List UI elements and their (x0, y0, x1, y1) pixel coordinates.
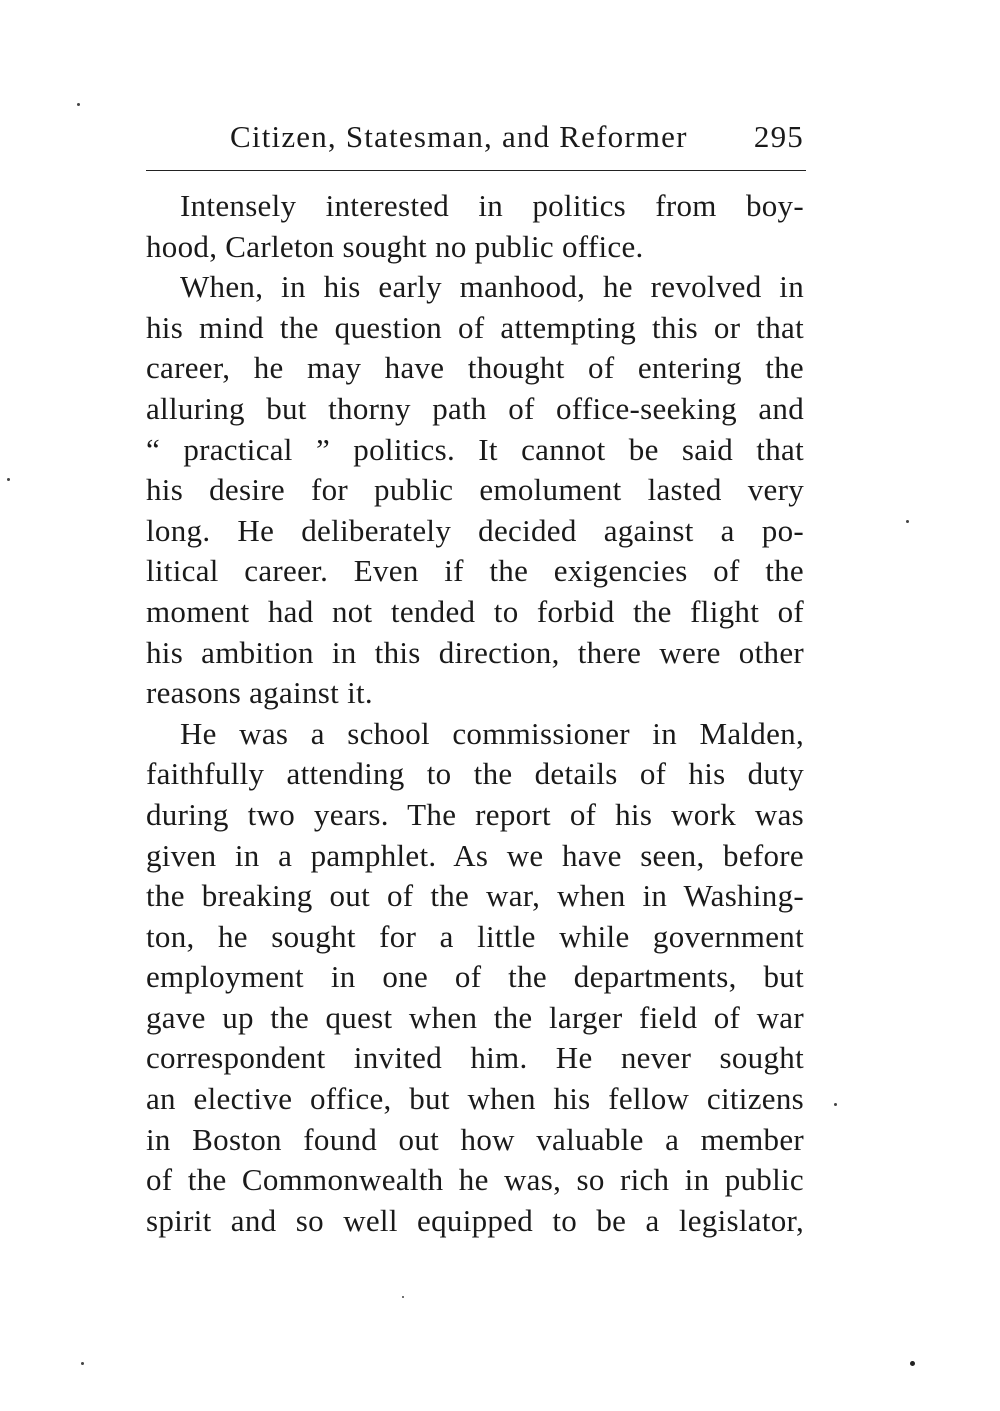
scan-speck (77, 103, 80, 106)
text-line: an elective office, but when his fellow citizens (146, 1081, 804, 1117)
scan-speck (906, 520, 909, 523)
text-line: reasons against it. (146, 675, 373, 711)
scan-speck (834, 1103, 837, 1106)
text-line: his desire for public emolument lasted very (146, 472, 804, 508)
text-line: given in a pamphlet. As we have seen, before (146, 837, 804, 873)
text-line: correspondent invited him. He never sought (146, 1040, 804, 1076)
text-line: in Boston found out how valuable a member (146, 1121, 804, 1157)
text-line: hood, Carleton sought no public office. (146, 228, 644, 264)
text-line: faithfully attending to the details of his duty (146, 756, 804, 792)
paragraph (146, 714, 804, 1242)
text-line: of the Commonwealth he was, so rich in public (146, 1162, 804, 1198)
page-number: 295 (753, 119, 804, 154)
paragraph (146, 186, 804, 267)
text-line: Intensely interested in politics from boy- (180, 188, 804, 223)
text-line: gave up the quest when the larger field of war (146, 999, 804, 1035)
paragraph (146, 267, 804, 714)
header-rule (146, 170, 806, 171)
running-head-title: Citizen, Statesman, and Reformer (230, 119, 688, 154)
text-line: alluring but thorny path of office-seeking and (146, 390, 804, 426)
scan-speck (910, 1361, 915, 1366)
text-line: ton, he sought for a little while government (146, 918, 804, 954)
text-line: during two years. The report of his work was (146, 796, 804, 832)
text-line: his ambition in this direction, there were other (146, 634, 804, 670)
text-line: When, in his early manhood, he revolved in (180, 269, 804, 305)
text-line: employment in one of the departments, but (146, 959, 804, 995)
text-line: “ practical ” politics. It cannot be said that (146, 431, 804, 467)
text-line: long. He deliberately decided against a po- (146, 512, 804, 548)
text-line: his mind the question of attempting this or that (146, 309, 804, 345)
text-line: spirit and so well equipped to be a legislator, (146, 1202, 804, 1238)
text-line: career, he may have thought of entering the (146, 350, 804, 386)
text-line: He was a school commissioner in Malden, (180, 715, 804, 751)
text-line: moment had not tended to forbid the flight of (146, 593, 804, 629)
text-line: the breaking out of the war, when in Washing- (146, 878, 804, 914)
scan-speck (7, 478, 10, 481)
text-line: litical career. Even if the exigencies of the (146, 553, 804, 589)
scan-speck (81, 1362, 84, 1365)
body-text (146, 186, 804, 1241)
running-head (146, 117, 804, 163)
scan-speck (402, 1296, 404, 1298)
